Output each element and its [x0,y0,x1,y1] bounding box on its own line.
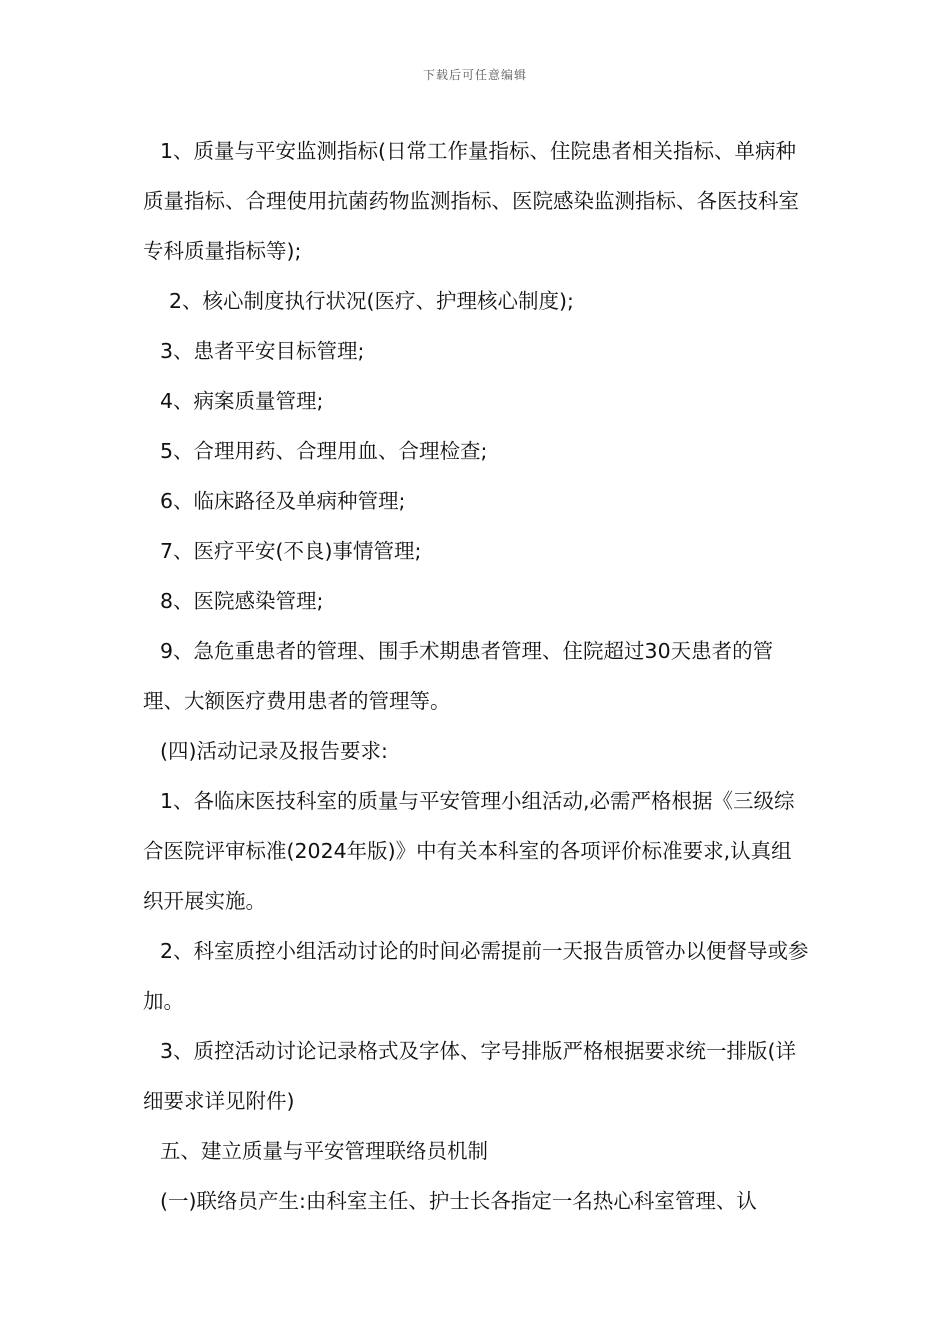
paragraph-11: 2、科室质控小组活动讨论的时间必需提前一天报告质管办以便督导或参加。 [143,939,809,1013]
paragraph-8: 8、医院感染管理; [160,589,324,613]
section-heading-4: (四)活动记录及报告要求: [160,739,388,763]
paragraph-13: (一)联络员产生:由科室主任、护士长各指定一名热心科室管理、认 [160,1189,757,1213]
page-header: 下载后可任意编辑 [422,68,527,82]
paragraph-1: 1、质量与平安监测指标(日常工作量指标、住院患者相关指标、单病种质量指标、合理使用抗菌药物监测指标、医院感染监测指标、各医技科室专科质量指标等); [143,139,799,263]
paragraph-4: 4、病案质量管理; [160,389,324,413]
paragraph-2: 2、核心制度执行状况(医疗、护理核心制度); [169,289,574,313]
document-body [143,126,809,1226]
paragraph-12: 3、质控活动讨论记录格式及字体、字号排版严格根据要求统一排版(详细要求详见附件) [143,1039,797,1113]
paragraph-5: 5、合理用药、合理用血、合理检查; [160,439,488,463]
paragraph-9: 9、急危重患者的管理、围手术期患者管理、住院超过30天患者的管理、大额医疗费用患者的管理等。 [143,639,774,713]
paragraph-7: 7、医疗平安(不良)事情管理; [160,539,422,563]
paragraph-3: 3、患者平安目标管理; [160,339,365,363]
paragraph-10: 1、各临床医技科室的质量与平安管理小组活动,必需严格根据《三级综合医院评审标准(2024年版)》中有关本科室的各项评价标准要求,认真组织开展实施。 [143,789,795,913]
section-heading-5: 五、建立质量与平安管理联络员机制 [160,1139,488,1163]
paragraph-6: 6、临床路径及单病种管理; [160,489,406,513]
